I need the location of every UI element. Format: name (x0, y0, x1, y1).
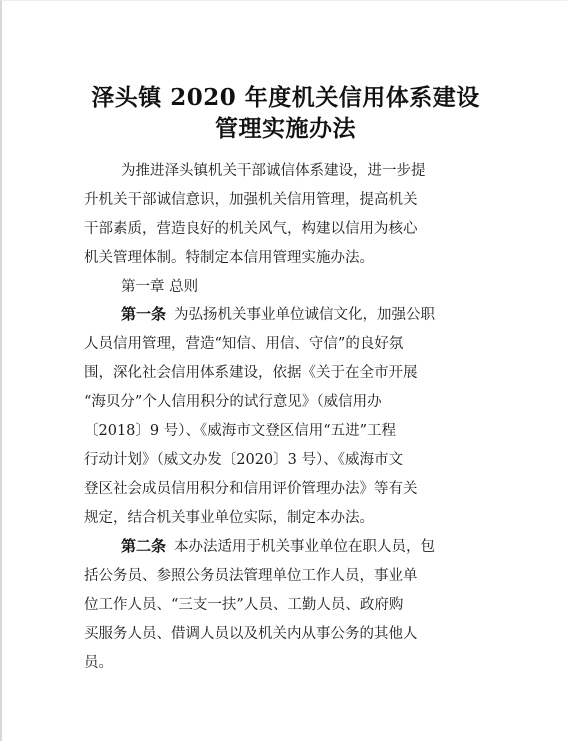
document-title-line-2: 管理实施办法 (215, 115, 356, 142)
article-2-line: 括公务员、参照公务员法管理单位工作人员，事业单 (84, 568, 418, 584)
article-1-line: 行动计划》（威文办发〔2020〕3 号）、《威海市文 (84, 452, 403, 468)
article-1-line: “海贝分”个人信用积分的试行意见》（威信用办 (84, 394, 382, 410)
article-1-line: 登区社会成员信用积分和信用评价管理办法》等有关 (84, 481, 418, 497)
article-2-line: 员。 (84, 655, 113, 671)
article-2-line: 买服务人员、借调人员以及机关内从事公务的其他人 (84, 626, 418, 642)
chapter-heading: 第一章 总则 (121, 279, 199, 295)
document-title-line-1: 泽头镇 2020 年度机关信用体系建设 (91, 84, 480, 111)
article-1-line: 规定，结合机关事业单位实际，制定本办法。 (84, 510, 374, 526)
article-2-line: 位工作人员、“三支一扶”人员、工勤人员、政府购 (84, 597, 404, 613)
intro-line: 升机关干部诚信意识，加强机关信用管理，提高机关 (84, 192, 418, 208)
article-2-first-line (121, 535, 435, 556)
article-2-text: 本办法适用于机关事业单位在职人员，包 (174, 539, 436, 555)
article-2-label: 第二条 (121, 537, 167, 555)
article-1-text: 为弘扬机关事业单位诚信文化，加强公职 (174, 307, 436, 323)
article-1-line: 〔2018〕9 号）、《威海市文登区信用“五进”工程 (84, 423, 397, 439)
article-1-first-line (121, 303, 435, 324)
intro-line: 机关管理体制。特制定本信用管理实施办法。 (84, 250, 374, 266)
article-1-line: 围，深化社会信用体系建设，依据《关于在全市开展 (84, 365, 418, 381)
intro-line: 为推进泽头镇机关干部诚信体系建设，进一步提 (121, 163, 426, 179)
article-1-line: 人员信用管理，营造“知信、用信、守信”的良好氛 (84, 336, 404, 352)
article-1-label: 第一条 (121, 305, 167, 323)
intro-line: 干部素质，营造良好的机关风气，构建以信用为核心 (84, 221, 418, 237)
